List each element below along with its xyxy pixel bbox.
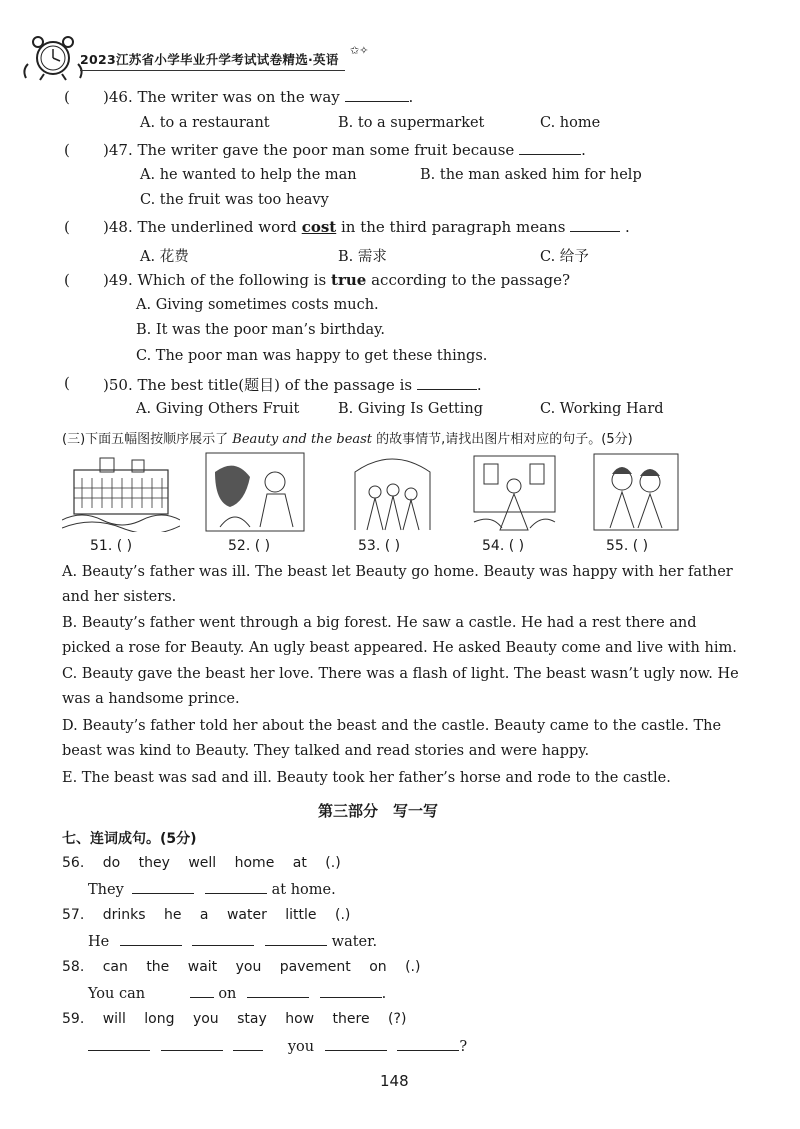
q56-blank-2[interactable] (205, 881, 267, 894)
q46-option-c[interactable]: C. home (540, 115, 601, 131)
q47-option-c[interactable]: C. the fruit was too heavy (140, 192, 329, 208)
q50-option-b[interactable]: B. Giving Is Getting (338, 401, 484, 417)
question-48-paren[interactable]: ( (64, 218, 70, 236)
girl-castle-icon (472, 452, 557, 532)
q50-option-c[interactable]: C. Working Hard (540, 401, 664, 417)
q48-option-b[interactable]: B. 需求 (338, 249, 387, 265)
header-rule (80, 70, 345, 71)
sentence-c: C. Beauty gave the beast her love. There was a flash of light. The beast wasn’t ugly now. He was a handsome prince. (62, 666, 739, 707)
q56-answer: They at home. (88, 882, 336, 898)
question-47-blank[interactable] (519, 142, 581, 155)
picture-castle (62, 452, 180, 532)
question-50-blank[interactable] (417, 377, 477, 390)
answer-51[interactable]: 51. ( ) (90, 538, 133, 554)
picture-prince (592, 452, 680, 532)
section-7-title: 七、连词成句。(5分) (62, 831, 197, 847)
q58-answer: You can on . (88, 986, 387, 1002)
question-49-paren[interactable]: ( (64, 271, 70, 289)
answer-52[interactable]: 52. ( ) (228, 538, 271, 554)
question-48-stem: )48. The underlined word cost in the third paragraph means . (103, 218, 630, 236)
q59-blank-5[interactable] (397, 1038, 459, 1051)
q57-words: 57. drinks he a water little (.) (62, 907, 351, 923)
q59-words: 59. will long you stay how there (?) (62, 1011, 407, 1027)
clock-mascot-icon (18, 34, 88, 82)
q49-option-b[interactable]: B. It was the poor man’s birthday. (136, 322, 385, 338)
question-50-paren[interactable]: ( (64, 374, 70, 392)
q49-option-a[interactable]: A. Giving sometimes costs much. (136, 297, 379, 313)
q48-option-a[interactable]: A. 花费 (140, 249, 189, 265)
question-46-blank[interactable] (345, 89, 409, 102)
q57-blank-2[interactable] (192, 933, 254, 946)
q59-blank-1[interactable] (88, 1038, 150, 1051)
q47-option-b[interactable]: B. the man asked him for help (420, 167, 642, 183)
question-49-stem: )49. Which of the following is true according to the passage? (103, 271, 571, 289)
part-3-title: 第三部分 写一写 (318, 802, 439, 820)
q50-option-a[interactable]: A. Giving Others Fruit (136, 401, 300, 417)
family-icon (345, 452, 440, 532)
picture-father-beast (205, 452, 305, 532)
sentence-a: A. Beauty’s father was ill. The beast let Beauty go home. Beauty was happy with her father and her sisters. (62, 564, 733, 605)
section-3-instruction: (三)下面五幅图按顺序展示了 Beauty and the beast 的故事情节,请找出图片相对应的句子。(5分) (62, 432, 633, 447)
beast-icon (205, 452, 305, 532)
q58-blank-1[interactable] (190, 985, 214, 998)
answer-53[interactable]: 53. ( ) (358, 538, 401, 554)
q58-words: 58. can the wait you pavement on (.) (62, 959, 421, 975)
castle-icon (62, 452, 180, 532)
question-46-stem: )46. The writer was on the way . (103, 88, 414, 106)
answer-54[interactable]: 54. ( ) (482, 538, 525, 554)
question-46-paren[interactable]: ( (64, 88, 70, 106)
q59-blank-4[interactable] (325, 1038, 387, 1051)
q46-option-b[interactable]: B. to a supermarket (338, 115, 485, 131)
picture-beauty-family (345, 452, 440, 532)
star-icon: ✩✧ (350, 44, 369, 57)
couple-icon (592, 452, 680, 532)
page-number: 148 (380, 1072, 409, 1090)
q58-blank-3[interactable] (320, 985, 382, 998)
q59-blank-3[interactable] (233, 1038, 263, 1051)
question-48-blank[interactable] (570, 219, 620, 232)
answer-55[interactable]: 55. ( ) (606, 538, 649, 554)
question-47-stem: )47. The writer gave the poor man some fruit because . (103, 141, 586, 159)
sentence-e: E. The beast was sad and ill. Beauty took her father’s horse and rode to the castle. (62, 770, 671, 786)
q57-answer: He water. (88, 934, 378, 950)
q48-option-c[interactable]: C. 给予 (540, 249, 589, 265)
sentence-d: D. Beauty’s father told her about the beast and the castle. Beauty came to the castle. The beast was kind to Beauty. They talked and read stories and were happy. (62, 718, 722, 759)
header-title: 2023江苏省小学毕业升学考试试卷精选·英语 (80, 52, 339, 67)
question-50-stem: )50. The best title(题目) of the passage is . (103, 376, 482, 394)
q59-blank-2[interactable] (161, 1038, 223, 1051)
q56-words: 56. do they well home at (.) (62, 855, 341, 871)
q59-answer: you ? (88, 1038, 467, 1055)
underlined-word-cost: cost (301, 218, 337, 236)
q49-option-c[interactable]: C. The poor man was happy to get these things. (136, 348, 488, 364)
q56-blank-1[interactable] (132, 881, 194, 894)
question-47-paren[interactable]: ( (64, 141, 70, 159)
q47-option-a[interactable]: A. he wanted to help the man (140, 167, 357, 183)
sentence-b: B. Beauty’s father went through a big forest. He saw a castle. He had a rest there and picked a rose for Beauty. An ugly beast appeared. He asked Beauty come and live with him. (62, 615, 737, 656)
picture-beauty-castle (472, 452, 557, 532)
q57-blank-1[interactable] (120, 933, 182, 946)
q58-blank-2[interactable] (247, 985, 309, 998)
q57-blank-3[interactable] (265, 933, 327, 946)
q46-option-a[interactable]: A. to a restaurant (140, 115, 270, 131)
